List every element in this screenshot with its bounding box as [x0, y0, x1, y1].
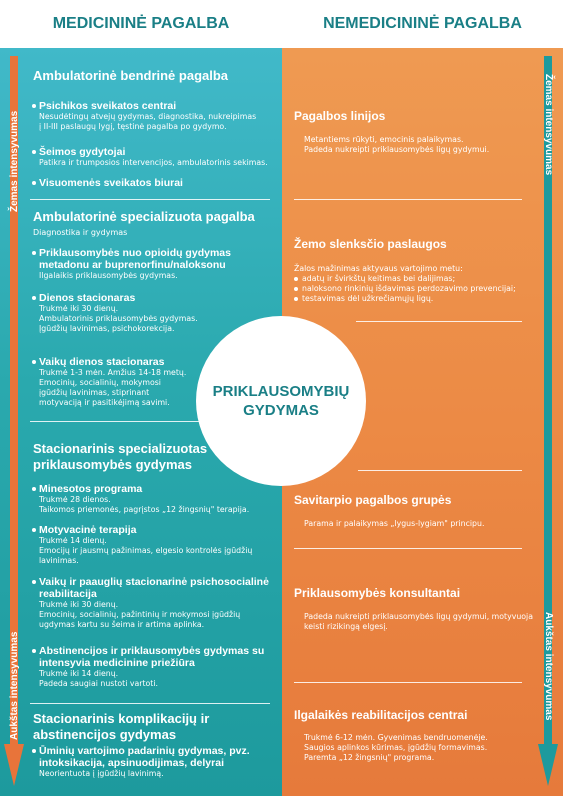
divider: [356, 321, 522, 322]
bullet-icon: [32, 150, 36, 154]
right-sec4-desc: Padeda nukreipti priklausomybės ligų gydymui, motyvuoja keisti rizikingą elgesį.: [304, 612, 533, 631]
item-desc: Trukmė iki 14 dienų. Padeda saugiai nustoti vartoti.: [39, 669, 159, 688]
item-desc: Trukmė 14 dienų. Emocijų ir jausmų pažinimas, elgesio kontrolės įgūdžių lavinimas.: [39, 536, 253, 565]
center-title-line1: PRIKLAUSOMYBIŲ: [212, 383, 350, 400]
divider: [294, 548, 522, 549]
right-sec5-title: Ilgalaikės reabilitacijos centrai: [294, 708, 468, 722]
item-desc: Trukmė 1-3 mėn. Amžius 14-18 metų. Emocinių, socialinių, mokymosi įgūdžių lavinimas, stiprinant motyvaciją ir pasitikėjimą savimi.: [39, 368, 187, 407]
divider: [30, 703, 270, 704]
item-title: Minesotos programa: [39, 483, 143, 495]
right-sec2-desc: Žalos mažinimas aktyvaus vartojimo metu:: [294, 264, 463, 273]
divider: [30, 421, 205, 422]
item-desc: Trukmė iki 30 dienų. Ambulatorinis priklausomybės gydymas. Įgūdžių lavinimas, psichokorekcija.: [39, 304, 198, 333]
left-sec4-title: Stacionarinis komplikacijų ir abstinencijos gydymas: [33, 711, 210, 742]
list-item: [39, 745, 279, 779]
right-sec1-title: Pagalbos linijos: [294, 109, 386, 123]
center-title-line2: GYDYMAS: [243, 402, 319, 419]
bullet-icon: [32, 487, 36, 491]
divider: [294, 682, 522, 683]
list-item: adatų ir švirkštų keitimas bei dalijimas;: [294, 274, 529, 284]
right-sec5-desc: Trukmė 6-12 mėn. Gyvenimas bendruomenėje. Saugios aplinkos kūrimas, įgūdžių formavimas. Paremta „12 žingsnių" programa.: [304, 733, 488, 762]
item-title: Vaikų ir paauglių stacionarinė psichosocialinė reabilitacija: [39, 576, 269, 600]
item-title: Psichikos sveikatos centrai: [39, 100, 177, 112]
bullet-icon: [32, 649, 36, 653]
bullet-icon: [32, 580, 36, 584]
list-item: testavimas dėl užkrečiamųjų ligų.: [294, 294, 529, 304]
bullet-icon: [32, 251, 36, 255]
arrow-label-low-left: Žemas intensyvumas: [9, 110, 20, 212]
bullet-icon: [32, 749, 36, 753]
list-item: [39, 356, 199, 408]
item-title: Dienos stacionaras: [39, 292, 136, 304]
divider: [294, 199, 522, 200]
item-title: Priklausomybės nuo opioidų gydymas metadonu ar buprenorfinu/naloksonu: [39, 247, 231, 271]
item-desc: Nesudėtingų atvejų gydymas, diagnostika, nukreipimas į II-III paslaugų lygį, tęstinė pagalba po gydymo.: [39, 112, 257, 131]
item-title: Vaikų dienos stacionaras: [39, 356, 165, 368]
left-sec2-subtitle: Diagnostika ir gydymas: [33, 228, 128, 237]
bullet-icon: [32, 104, 36, 108]
divider: [30, 199, 270, 200]
arrow-label-low-right: Žemas intensyvumas: [543, 74, 554, 176]
list-item: [39, 247, 279, 281]
item-title: Abstinencijos ir priklausomybės gydymas su intensyvia medicinine priežiūra: [39, 645, 265, 669]
list-item: [39, 100, 279, 132]
list-item: [39, 483, 279, 515]
right-sec4-title: Priklausomybės konsultantai: [294, 586, 461, 600]
divider: [358, 470, 522, 471]
item-title: Visuomenės sveikatos biurai: [39, 177, 183, 189]
bullet-icon: [32, 528, 36, 532]
arrow-label-high-left: Aukštas intensyvumas: [9, 631, 20, 740]
list-item: [39, 524, 279, 566]
right-sec3-desc: Parama ir palaikymas „lygus-lygiam" principu.: [304, 519, 485, 528]
bullet-icon: [32, 181, 36, 185]
bullet-icon: [32, 296, 36, 300]
left-sec1-title: Ambulatorinė bendrinė pagalba: [33, 68, 229, 83]
header-nonmedical: NEMEDICININĖ PAGALBA: [282, 0, 563, 48]
list-item: [39, 177, 279, 189]
item-desc: Patikra ir trumposios intervencijos, ambulatorinis sekimas.: [39, 158, 268, 167]
arrow-head-right: [538, 744, 558, 786]
item-title: Motyvacinė terapija: [39, 524, 137, 536]
arrow-head-left: [4, 744, 24, 786]
left-sec3-title: Stacionarinis specializuotas priklausomybės gydymas: [33, 441, 208, 472]
item-desc: Trukmė 28 dienos. Taikomos priemonės, pagrįstos „12 žingsnių" terapija.: [39, 495, 250, 514]
center-circle: [196, 316, 366, 486]
item-desc: Neorientuota į įgūdžių lavinimą.: [39, 769, 164, 778]
right-sec2-title: Žemo slenksčio paslaugos: [294, 237, 447, 251]
list-item: naloksono rinkinių išdavimas perdozavimo prevencijai;: [294, 284, 529, 294]
right-sec1-desc: Metantiems rūkyti, emocinis palaikymas. Padeda nukreipti priklausomybės ligų gydymui.: [304, 135, 490, 154]
list-item: [39, 645, 279, 689]
left-sec2-title: Ambulatorinė specializuota pagalba: [33, 209, 255, 224]
item-desc: Trukmė iki 30 dienų. Emocinių, socialinių, pažintinių ir mokymosi įgūdžių ugdymas kartu su šeima ir artima aplinka.: [39, 600, 241, 629]
item-title: Ūminių vartojimo padarinių gydymas, pvz. intoksikacija, apsinuodijimas, delyrai: [39, 745, 250, 769]
header-medical: MEDICININĖ PAGALBA: [0, 0, 282, 48]
list-item: [39, 576, 279, 630]
list-item: [39, 292, 239, 334]
bullet-icon: [32, 360, 36, 364]
list-item: [39, 146, 279, 168]
item-desc: Ilgalaikis priklausomybės gydymas.: [39, 271, 178, 280]
arrow-label-high-right: Aukštas intensyvumas: [543, 612, 554, 721]
right-sec3-title: Savitarpio pagalbos grupės: [294, 493, 452, 507]
item-title: Šeimos gydytojai: [39, 146, 126, 158]
right-sec2-list: [294, 274, 529, 304]
